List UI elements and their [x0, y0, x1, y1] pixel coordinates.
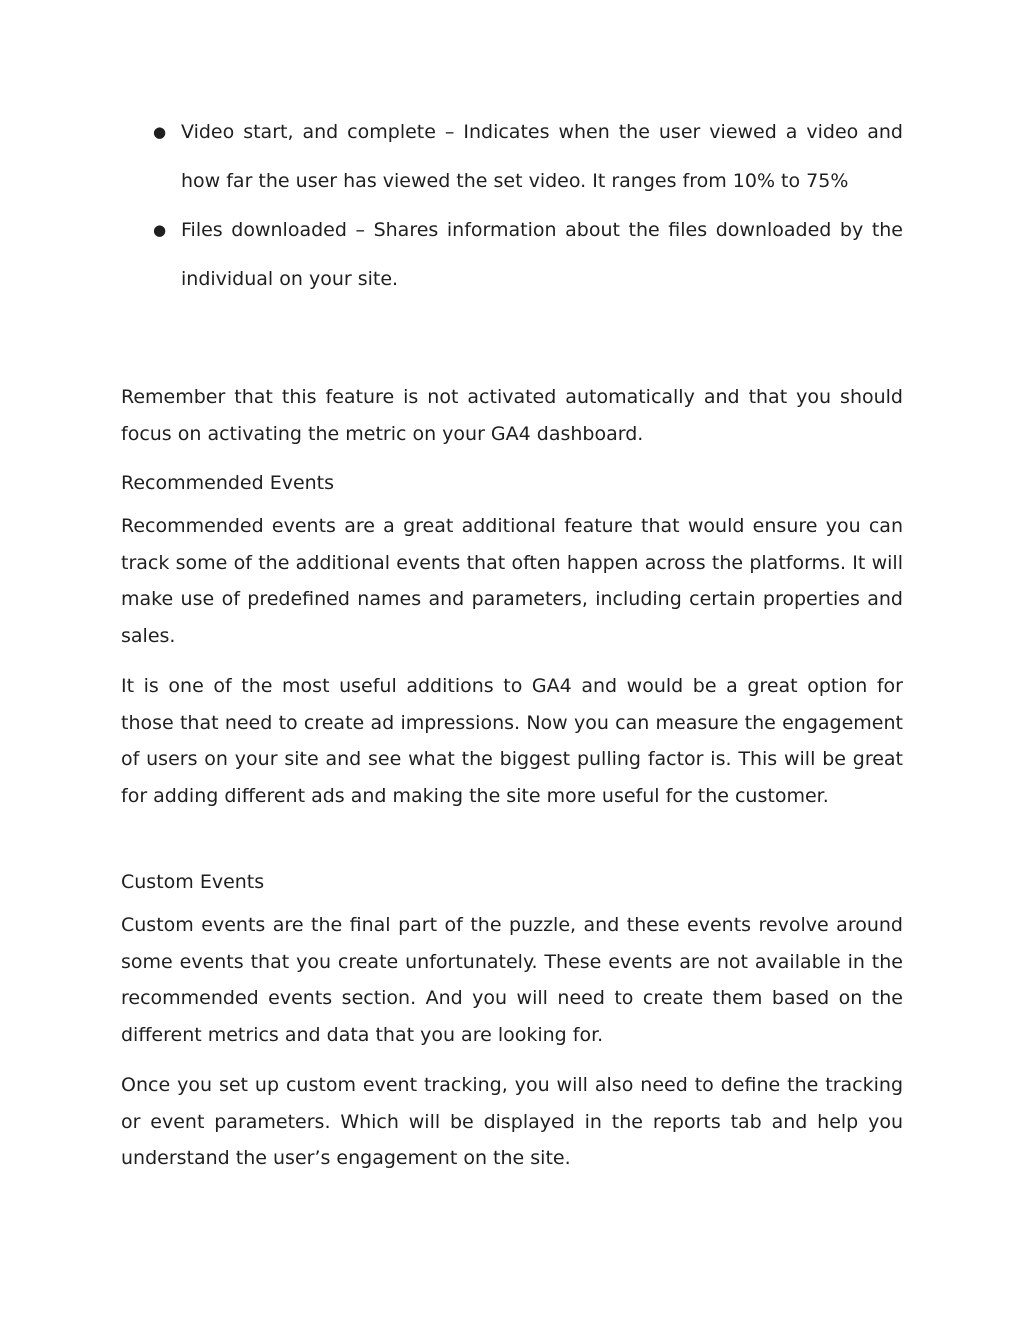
heading-recommended-events: Recommended Events: [121, 472, 335, 494]
bullet-item-files: [121, 206, 903, 304]
paragraph-remember: Remember that this feature is not activated automatically and that you should focus on activating the metric on your GA4 dashboard.: [121, 386, 903, 445]
bullet-text: Files downloaded – Shares information about the files downloaded by the individual on your site.: [181, 219, 903, 290]
bullet-marker: ●: [153, 221, 167, 239]
bullet-marker: ●: [153, 123, 167, 141]
heading-custom-events: Custom Events: [121, 871, 265, 893]
paragraph-custom-2: Once you set up custom event tracking, you will also need to define the tracking or event parameters. Which will be displayed in the reports tab and help you understand the user’s engagement on the site.: [121, 1074, 903, 1170]
bullet-item-video: [121, 108, 903, 206]
paragraph-custom-1: Custom events are the final part of the puzzle, and these events revolve around some events that you create unfortunately. These events are not available in the recommended events section. And you will need to create them based on the different metrics and data that you are looking for.: [121, 914, 903, 1046]
bullet-text: Video start, and complete – Indicates when the user viewed a video and how far the user has viewed the set video. It ranges from 10% to 75%: [181, 121, 903, 192]
paragraph-recommended-1: Recommended events are a great additional feature that would ensure you can track some of the additional events that often happen across the platforms. It will make use of predefined names and parameters, including certain properties and sales.: [121, 515, 903, 647]
bullet-list: [121, 108, 903, 304]
paragraph-recommended-2: It is one of the most useful additions to GA4 and would be a great option for those that need to create ad impressions. Now you can measure the engagement of users on your site and see what the biggest pulling factor is. This will be great for adding different ads and making the site more useful for the customer.: [121, 675, 903, 807]
